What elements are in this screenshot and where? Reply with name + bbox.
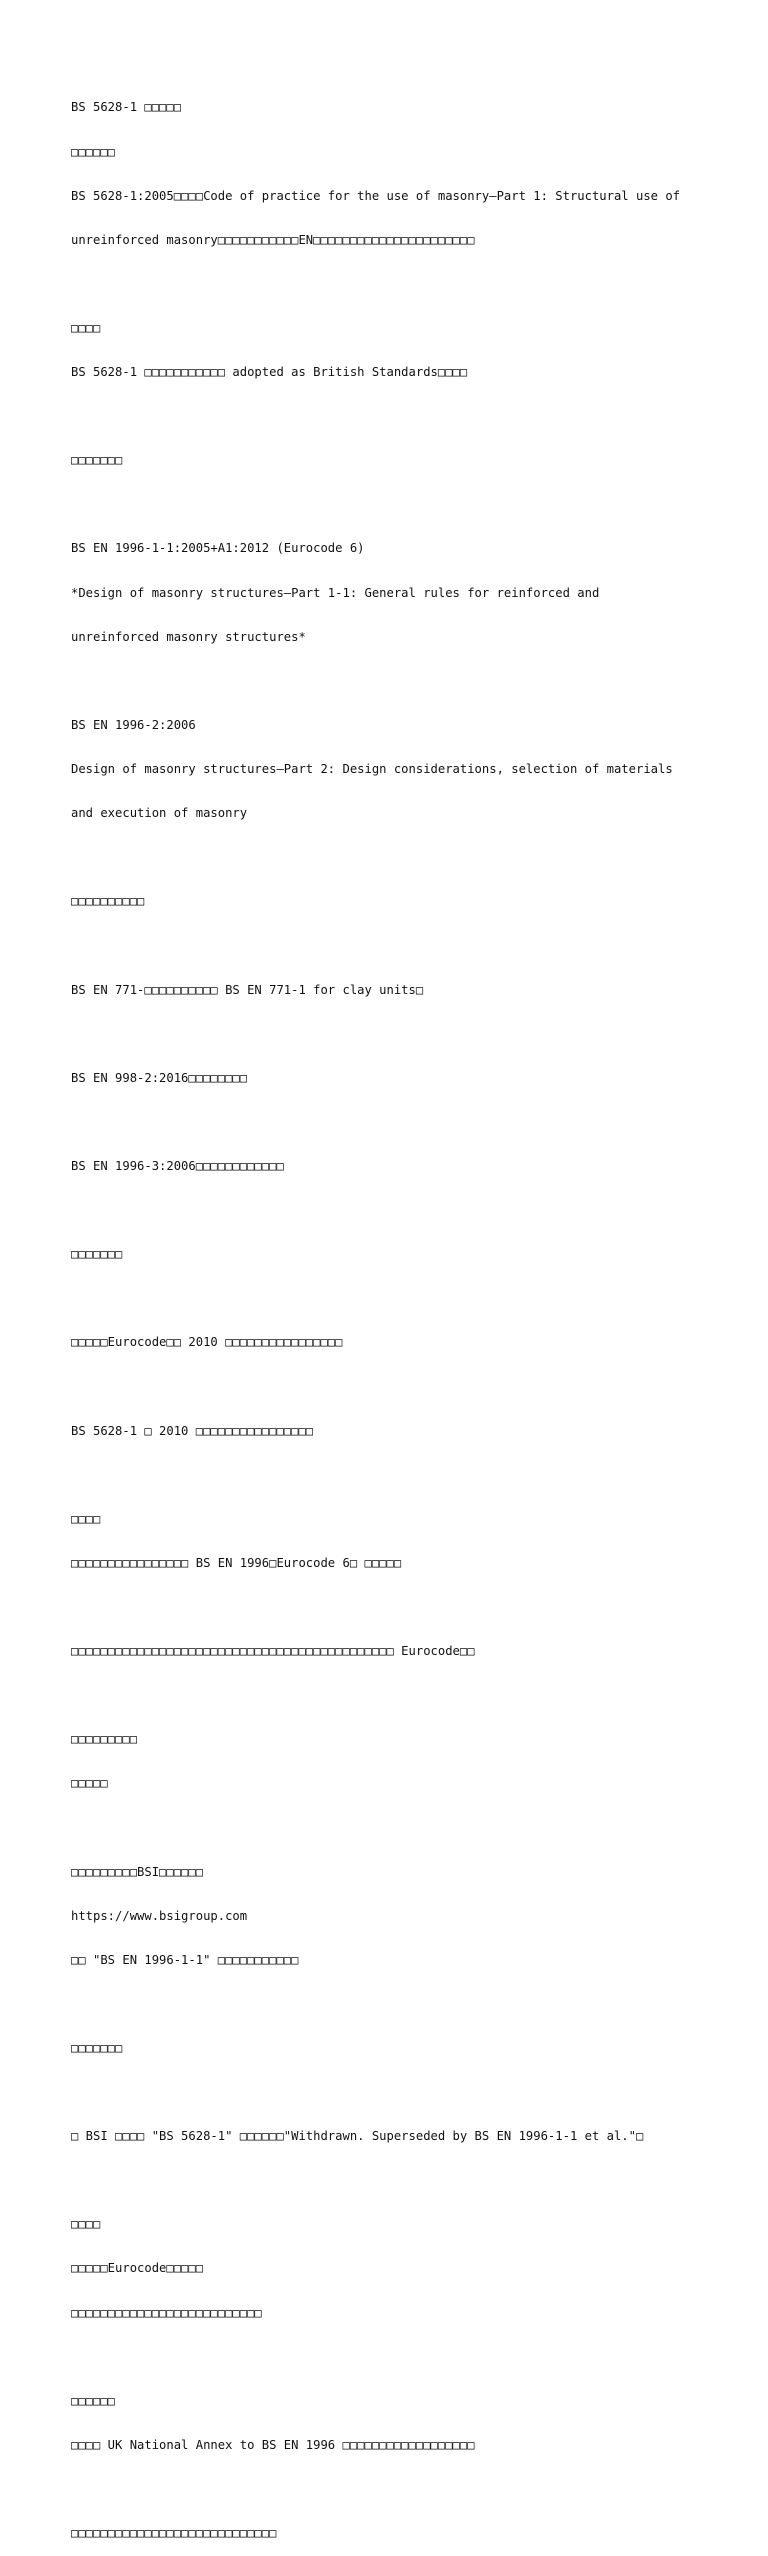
blank-line [71, 1468, 711, 1483]
blank-line [71, 1600, 711, 1615]
blank-line [71, 1688, 711, 1703]
blank-line [71, 1379, 711, 1394]
text-line: □□□□□□□ [71, 453, 123, 468]
blank-line [71, 1291, 711, 1306]
text-line: □□□□□□□□□□□□□□□□□□□□□□□□□□□□ [71, 2526, 277, 2541]
blank-line [71, 497, 711, 512]
blank-line [71, 1027, 711, 1042]
text-line: and execution of masonry [71, 806, 248, 821]
blank-line [71, 2482, 711, 2497]
text-line: BS EN 1996-3:2006□□□□□□□□□□□□ [71, 1158, 284, 1173]
blank-line [71, 277, 711, 292]
text-line: □ BSI □□□□ "BS 5628-1" □□□□□□"Withdrawn. Superseded by BS EN 1996-1-1 et al."□ [71, 2129, 644, 2144]
text-line: □□□□□□□□□BSI□□□□□□ [71, 1864, 204, 1879]
text-line: BS EN 998-2:2016□□□□□□□□ [71, 1070, 248, 1085]
blank-line [71, 850, 711, 865]
text-line: □□□□□Eurocode□□□□□ [71, 2261, 204, 2276]
blank-line [71, 674, 711, 689]
text-line: □□□□□□□□□□□□□□□□ BS EN 1996□Eurocode 6□ □□□□□ [71, 1555, 402, 1570]
text-line: □□□□□ [71, 1776, 108, 1791]
text-line: BS 5628-1:2005□□□□Code of practice for the use of masonry—Part 1: Structural use of [71, 188, 681, 203]
blank-line [71, 1203, 711, 1218]
blank-line [71, 409, 711, 424]
text-line: □□□□ [71, 320, 101, 335]
text-line: □□□□□□ [71, 2393, 116, 2408]
text-line: □□ "BS EN 1996-1-1" □□□□□□□□□□□ [71, 1952, 299, 1967]
text-line: unreinforced masonry□□□□□□□□□□□EN□□□□□□□□□□□□□□□□□□□□□□ [71, 232, 475, 247]
url-link[interactable]: https://www.bsigroup.com [71, 1908, 248, 1923]
text-line: □□□□□□□ [71, 2040, 123, 2055]
text-line: □□□□□□□□□□□□□□□□□□□□□□□□□□ [71, 2305, 262, 2320]
text-line: BS EN 1996-2:2006 [71, 717, 196, 732]
blank-line [71, 2350, 711, 2365]
text-line: *Design of masonry structures—Part 1-1: General rules for reinforced and [71, 585, 600, 600]
blank-line [71, 938, 711, 953]
text-line: □□□□ [71, 1511, 101, 1526]
text-line: □□□□□□□□□ [71, 1732, 138, 1747]
text-line: BS 5628-1 □ 2010 □□□□□□□□□□□□□□□□ [71, 1423, 314, 1438]
text-line: □□□□□□□ [71, 1247, 123, 1262]
blank-line [71, 1997, 711, 2012]
text-line: BS 5628-1 □□□□□ [71, 100, 182, 115]
document-body [71, 71, 711, 2556]
text-line: Design of masonry structures—Part 2: Design considerations, selection of materials [71, 761, 673, 776]
text-line: unreinforced masonry structures* [71, 629, 306, 644]
text-line: BS EN 1996-1-1:2005+A1:2012 (Eurocode 6) [71, 541, 365, 556]
blank-line [71, 1820, 711, 1835]
text-line: □□□□□□□□□□ [71, 894, 145, 909]
text-line: □□□□ [71, 2217, 101, 2232]
text-line: BS EN 771-□□□□□□□□□□ BS EN 771-1 for clay units□ [71, 982, 424, 997]
text-line: □□□□ UK National Annex to BS EN 1996 □□□□□□□□□□□□□□□□□□ [71, 2437, 475, 2452]
text-line: □□□□□□□□□□□□□□□□□□□□□□□□□□□□□□□□□□□□□□□□□□□□ Eurocode□□ [71, 1644, 475, 1659]
text-line: □□□□□□ [71, 144, 116, 159]
text-line: □□□□□Eurocode□□ 2010 □□□□□□□□□□□□□□□□ [71, 1335, 343, 1350]
blank-line [71, 2085, 711, 2100]
blank-line [71, 2173, 711, 2188]
blank-line [71, 1115, 711, 1130]
text-line: BS 5628-1 □□□□□□□□□□□ adopted as British Standards□□□□ [71, 365, 468, 380]
